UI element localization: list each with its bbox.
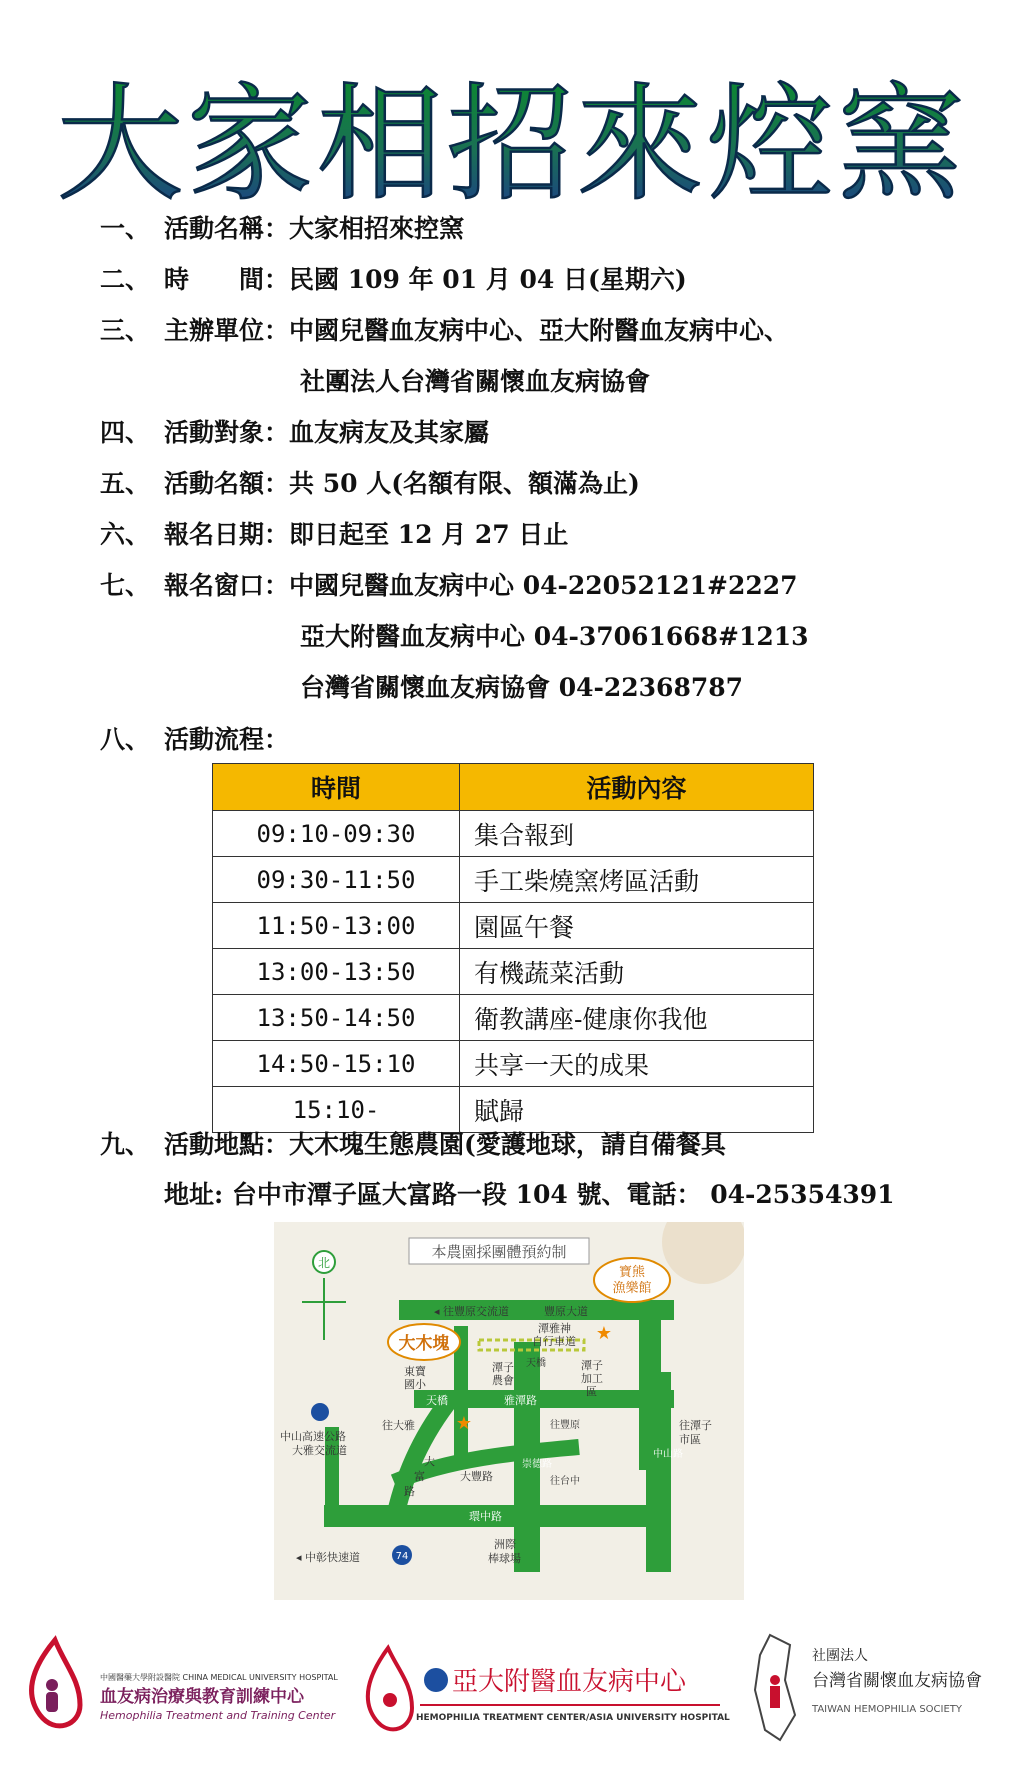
- section-value: 血友病友及其家屬: [289, 418, 490, 447]
- society-top-text: 社團法人: [812, 1648, 868, 1664]
- section-label: 時 間：: [164, 265, 290, 294]
- row-time: 15:10-: [213, 1087, 460, 1133]
- road-74-label: 74: [395, 1551, 409, 1562]
- section-contact-cont-2: 台灣省關懷血友病協會 04-22368787: [300, 673, 744, 702]
- poster-title: [0, 38, 1024, 218]
- bear-label: 漁樂館: [612, 1281, 652, 1296]
- map-label: 棒球場: [488, 1552, 521, 1565]
- asia-main-text: 亞大附醫血友病中心: [452, 1667, 687, 1697]
- map-label: 潭子: [581, 1359, 603, 1372]
- row-time: 11:50-13:00: [213, 903, 460, 949]
- society-en-text: TAIWAN HEMOPHILIA SOCIETY: [812, 1704, 963, 1715]
- section-num: 八、: [100, 725, 151, 754]
- row-time: 09:10-09:30: [213, 811, 460, 857]
- row-time: 09:30-11:50: [213, 857, 460, 903]
- map-label: 往豐原: [550, 1420, 580, 1431]
- map-label: 富: [414, 1470, 425, 1483]
- map-label: 環中路: [469, 1510, 502, 1523]
- map-label: 大: [424, 1455, 435, 1468]
- section-label: 活動地點：: [164, 1130, 290, 1159]
- section-contact-cont-1: 亞大附醫血友病中心 04-37061668#1213: [300, 622, 809, 651]
- row-time: 13:50-14:50: [213, 995, 460, 1041]
- table-row: [213, 995, 814, 1041]
- asia-logo: [368, 1648, 730, 1729]
- map-label: 自行車道: [532, 1335, 576, 1348]
- map-label: 中山高速公路: [280, 1430, 346, 1443]
- section-time: [100, 267, 687, 292]
- section-schedule-heading: [100, 727, 289, 752]
- map-label: 加工: [581, 1372, 603, 1385]
- section-num: 九、: [100, 1130, 151, 1159]
- row-activity: 集合報到: [460, 811, 814, 857]
- map-label: 往大雅: [382, 1419, 415, 1432]
- row-activity: 園區午餐: [460, 903, 814, 949]
- map-label: 往台中: [550, 1476, 580, 1487]
- map-label: ◂ 中彰快速道: [296, 1551, 361, 1564]
- section-target: [100, 420, 489, 445]
- asia-emblem-icon: [424, 1668, 448, 1692]
- table-row: [213, 1041, 814, 1087]
- section-contact: [100, 573, 798, 598]
- section-address: 地址: 台中市潭子區大富路一段 104 號、電話： 04-25354391: [164, 1180, 895, 1209]
- farm-star-icon: ★: [455, 1413, 473, 1434]
- schedule-table: [212, 763, 814, 1133]
- section-num: 四、: [100, 418, 151, 447]
- map-label: 豐原大道: [544, 1305, 588, 1318]
- map-label: 國小: [404, 1378, 426, 1391]
- section-activity-name: [100, 216, 464, 241]
- section-value: 中國兒醫血友病中心 04-22052121#2227: [289, 571, 798, 600]
- north-label: 北: [317, 1256, 331, 1270]
- map-label: 崇德路: [522, 1459, 552, 1470]
- section-label: 報名窗口：: [164, 571, 290, 600]
- row-activity: 手工柴燒窯烤區活動: [460, 857, 814, 903]
- cmu-en-text: Hemophilia Treatment and Training Center: [100, 1709, 336, 1722]
- map-label: 市區: [679, 1433, 701, 1446]
- row-time: 14:50-15:10: [213, 1041, 460, 1087]
- section-label: 報名日期：: [164, 520, 290, 549]
- section-organizer: [100, 318, 789, 343]
- section-label: 活動名稱：: [164, 214, 290, 243]
- section-value: 大木塊生態農園(愛護地球，請自備餐具: [289, 1130, 726, 1159]
- map-banner-text: 本農園採團體預約制: [431, 1243, 567, 1261]
- map-label: 雅潭路: [504, 1394, 537, 1407]
- section-label: 主辦單位：: [164, 316, 290, 345]
- section-value: 共 50 人(名額有限、額滿為止): [289, 469, 640, 498]
- row-activity: 有機蔬菜活動: [460, 949, 814, 995]
- section-signup-date: [100, 522, 568, 547]
- map-label: 潭子: [492, 1361, 514, 1374]
- map-label: 東寶: [404, 1365, 426, 1378]
- title-text: 大家相招來焢窯: [57, 71, 967, 218]
- row-time: 13:00-13:50: [213, 949, 460, 995]
- row-activity: 衛教講座-健康你我他: [460, 995, 814, 1041]
- map-label: 中山路: [653, 1449, 683, 1460]
- section-location: [100, 1132, 726, 1157]
- map-label: 農會: [492, 1374, 514, 1387]
- section-value: 即日起至 12 月 27 日止: [289, 520, 569, 549]
- section-num: 七、: [100, 571, 151, 600]
- society-logo: [755, 1635, 982, 1740]
- table-row: [213, 857, 814, 903]
- bear-star-icon: ★: [595, 1323, 613, 1344]
- table-row: [213, 811, 814, 857]
- map-label: 天橋: [526, 1358, 546, 1369]
- cmu-top-text: 中國醫藥大學附設醫院 CHINA MEDICAL UNIVERSITY HOSPITAL: [100, 1673, 338, 1682]
- section-label: 活動流程：: [164, 725, 290, 754]
- bear-label: 寶熊: [618, 1265, 646, 1280]
- cmu-main-text: 血友病治療與教育訓練中心: [100, 1687, 304, 1707]
- header-activity: 活動內容: [460, 764, 814, 811]
- section-quota: [100, 471, 640, 496]
- farm-name: 大木塊: [398, 1334, 450, 1354]
- map-label: 路: [404, 1485, 415, 1498]
- sponsor-logos: [0, 1620, 1024, 1770]
- section-value: 中國兒醫血友病中心、亞大附醫血友病中心、: [289, 316, 790, 345]
- table-row: [213, 903, 814, 949]
- map-label: 往潭子: [679, 1419, 712, 1432]
- section-num: 六、: [100, 520, 151, 549]
- section-label: 活動對象：: [164, 418, 290, 447]
- row-activity: 賦歸: [460, 1087, 814, 1133]
- map-label: 大雅交流道: [292, 1444, 347, 1457]
- map-label: 天橋: [426, 1394, 448, 1407]
- society-main-text: 台灣省關懷血友病協會: [812, 1671, 982, 1691]
- map-label: 區: [586, 1385, 597, 1398]
- asia-drop-icon: [368, 1648, 412, 1729]
- section-num: 五、: [100, 469, 151, 498]
- map-label: 大豐路: [460, 1470, 493, 1483]
- section-label: 活動名額：: [164, 469, 290, 498]
- row-activity: 共享一天的成果: [460, 1041, 814, 1087]
- map-label: 洲際: [494, 1538, 516, 1551]
- section-num: 三、: [100, 316, 151, 345]
- highway-1-icon: [311, 1403, 329, 1421]
- section-value: 民國 109 年 01 月 04 日(星期六): [289, 265, 687, 294]
- location-map: [274, 1222, 744, 1600]
- header-time: 時間: [213, 764, 460, 811]
- table-row: [213, 949, 814, 995]
- section-value: 大家相招來控窯: [289, 214, 465, 243]
- section-num: 二、: [100, 265, 151, 294]
- map-label: 潭雅神: [538, 1322, 571, 1335]
- map-label: ◂ 往豐原交流道: [434, 1305, 510, 1318]
- cmu-logo: [32, 1640, 339, 1726]
- table-row: [213, 1087, 814, 1133]
- section-num: 一、: [100, 214, 151, 243]
- table-header-row: [213, 764, 814, 811]
- asia-en-text: HEMOPHILIA TREATMENT CENTER/ASIA UNIVERSITY HOSPITAL: [416, 1713, 730, 1723]
- section-organizer-cont: 社團法人台灣省關懷血友病協會: [300, 367, 651, 396]
